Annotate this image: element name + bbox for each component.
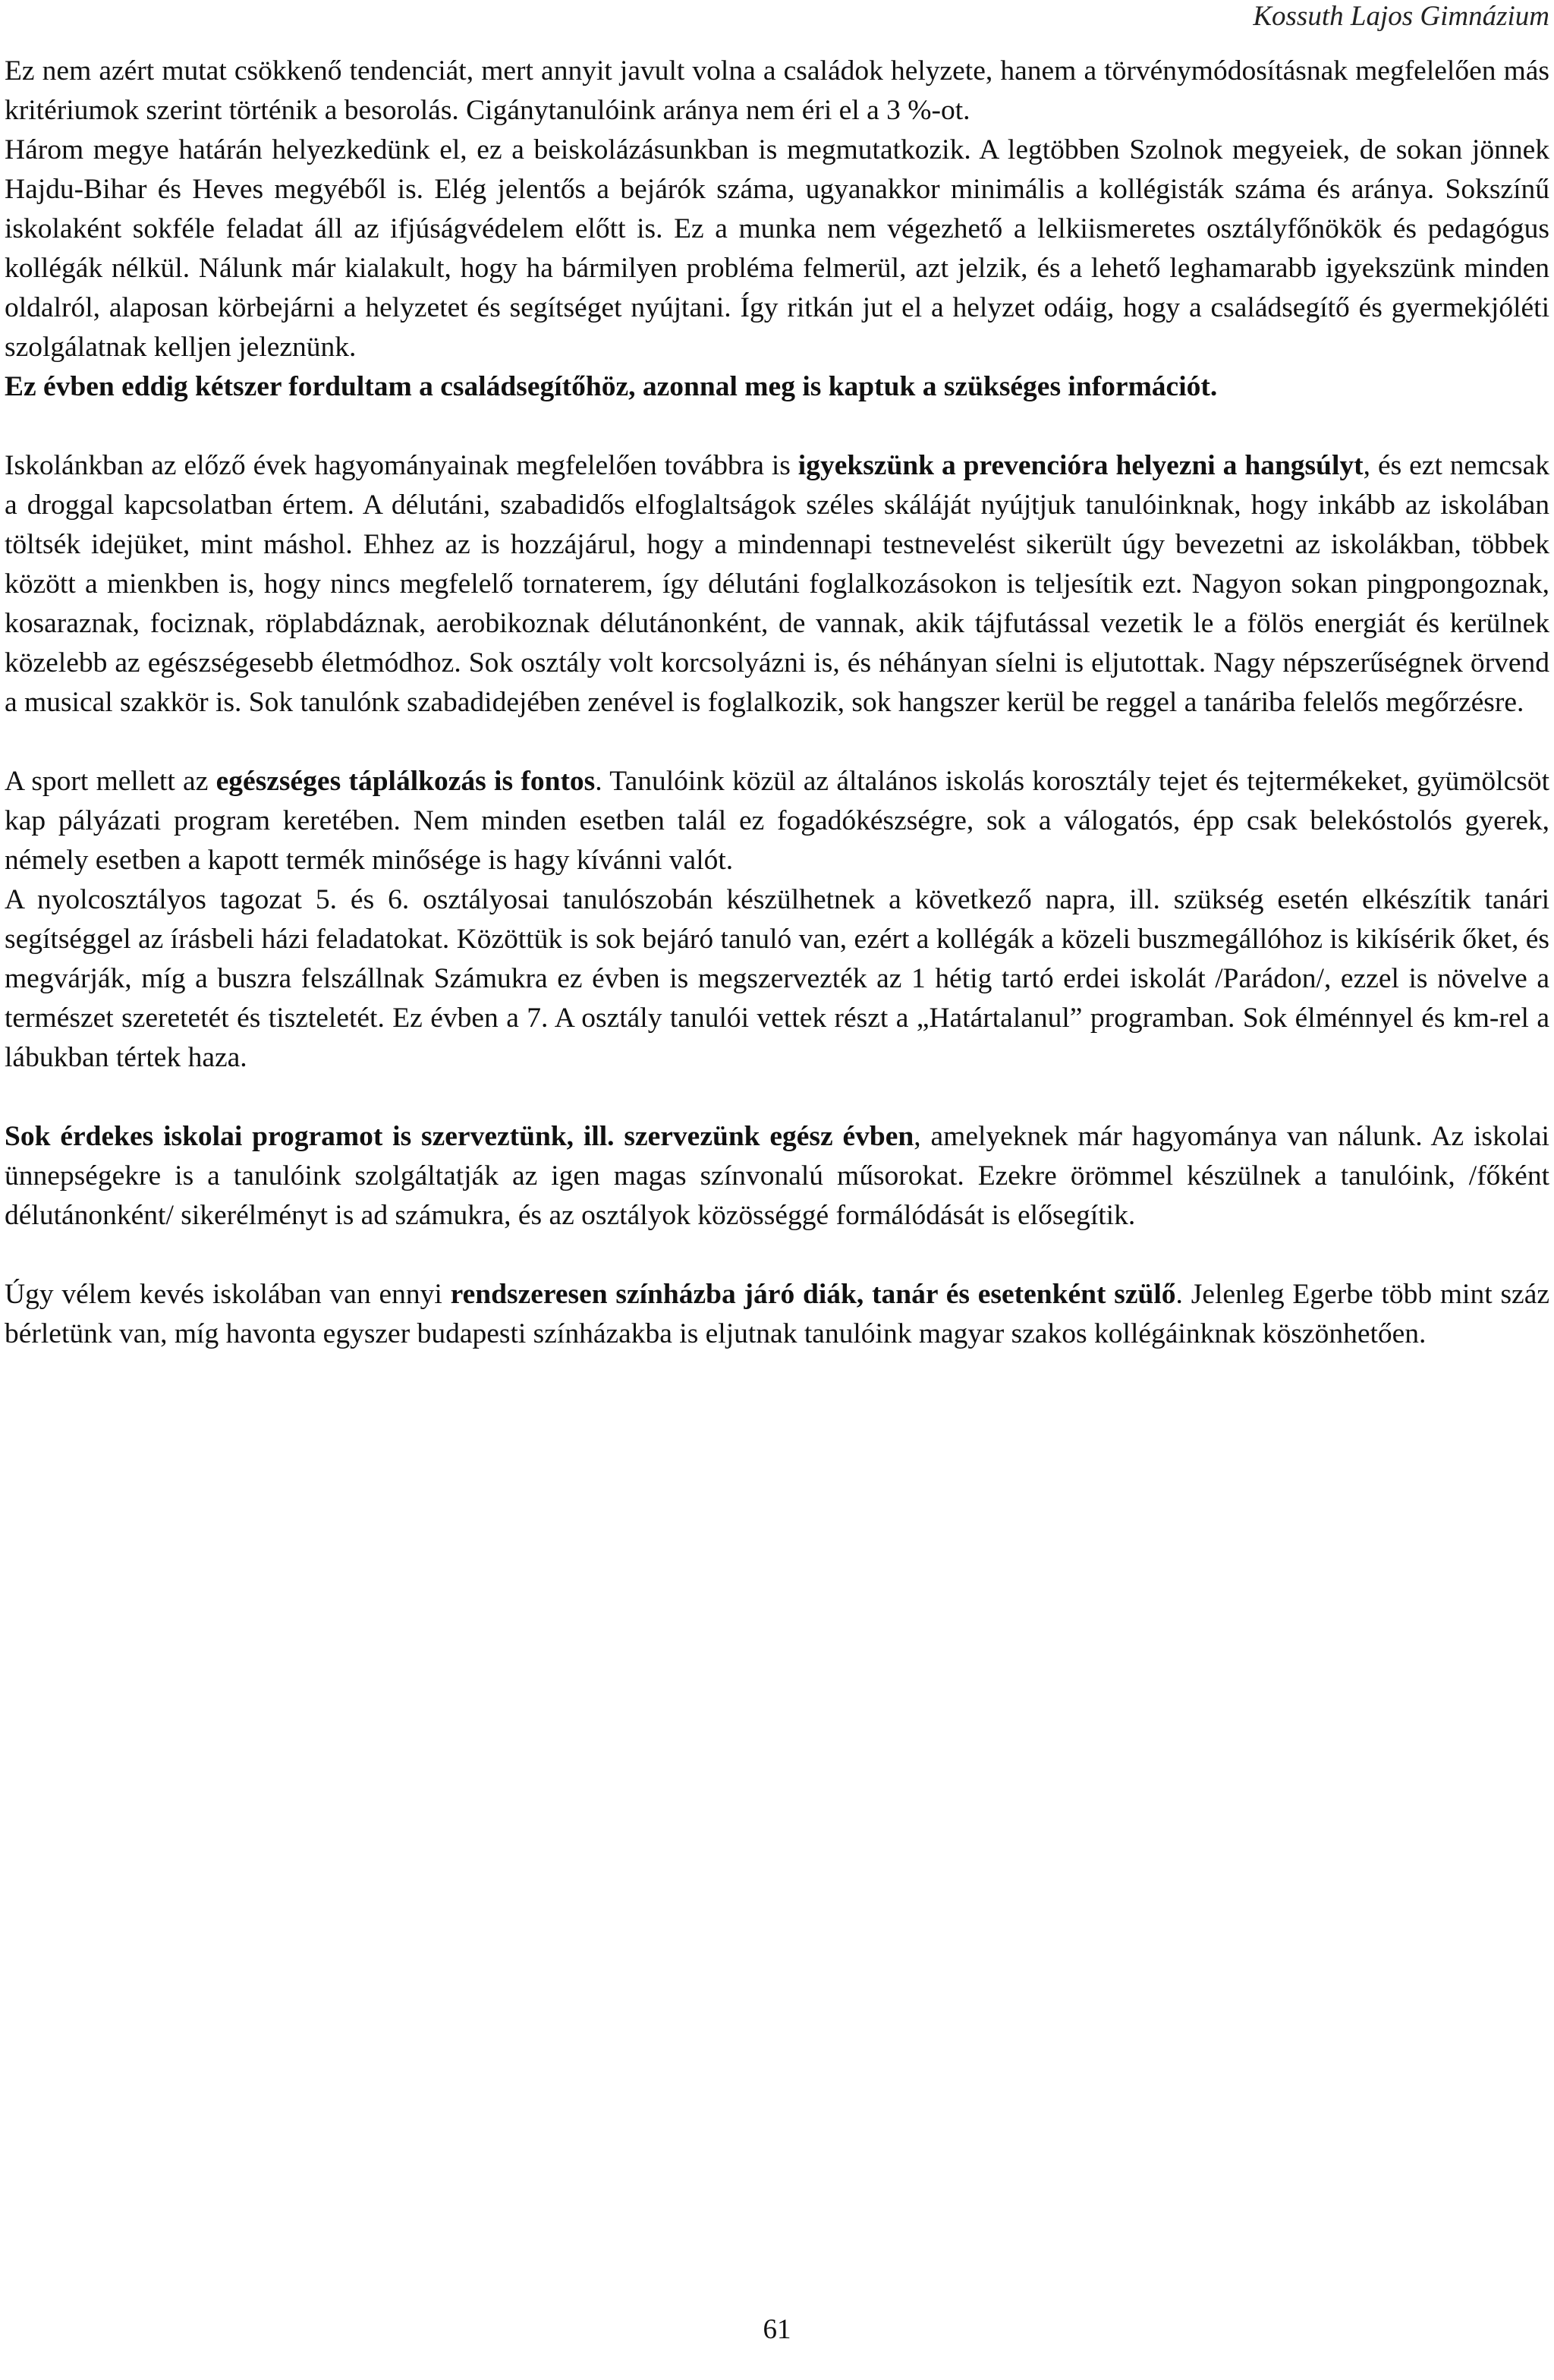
emphasis-text: egészséges táplálkozás is fontos: [215, 766, 596, 797]
paragraph-text: A sport mellett az: [5, 766, 216, 797]
paragraph-text: Három megye határán helyezkedünk el, ez a beiskolázásunkban is megmutatkozik. A legtöbben Szolnok megyeiek, de sokan jönnek Hajdu-Bihar és Heves megyéből is. Elég jelentős a bejárók száma, ugyanakkor minimális a kollégisták száma és aránya. Sokszínű iskolaként sokféle feladat áll az ifjúságvédelem előtt is. Ez a munka nem végezhető a lelkiismeretes osztályfőnökök és pedagógus kollégák nélkül. Nálunk már kialakult, hogy ha bármilyen probléma felmerül, azt jelzik, és a lehető leghamarabb igyekszünk minden oldalról, alaposan körbejárni a helyzetet és segítséget nyújtani. Így ritkán jut el a helyzet odáig, hogy a családsegítő és gyermekjóléti szolgálatnak kelljen jeleznünk.: [5, 134, 1549, 363]
paragraph: [5, 367, 1549, 407]
paragraph-text: . Tanulóink közül az általános iskolás korosztály tejet és tejtermékeket, gyümölcsöt kap pályázati program keretében. Nem minden esetben talál ez fogadókészségre, sok a válogatós, épp csak belekóstolós gyerek, némely esetben a kapott termék minősége is hagy kívánni valót.: [5, 766, 1549, 876]
paragraph-text: , és ezt nemcsak a droggal kapcsolatban értem. A délutáni, szabadidős elfoglaltságok széles skáláját nyújtjuk tanulóinknak, hogy inkább az iskolában töltsék idejüket, mint máshol. Ehhez az is hozzájárul, hogy a mindennapi testnevelést sikerült úgy bevezetni az iskolákban, többek között a mienkben is, hogy nincs megfelelő tornaterem, így délutáni foglalkozásokon is teljesítik ezt. Nagyon sokan pingpongoznak, kosaraznak, fociznak, röplabdáznak, aerobikoznak délutánonként, de vannak, akik tájfutással vezetik le a fölös energiát és kerülnek közelebb az egészségesebb életmódhoz. Sok osztály volt korcsolyázni is, és néhányan síelni is eljutottak. Nagy népszerűségnek örvend a musical szakkör is. Sok tanulónk szabadidejében zenével is foglalkozik, sok hangszer kerül be reggel a tanáriba felelős megőrzésre.: [5, 450, 1549, 718]
paragraph-text: Ez nem azért mutat csökkenő tendenciát, mert annyit javult volna a családok helyzete, hanem a törvénymódosításnak megfelelően más kritériumok szerint történik a besorolás. Cigánytanulóink aránya nem éri el a 3 %-ot.: [5, 55, 1549, 126]
page-number: 61: [763, 2314, 791, 2345]
document-body: [5, 52, 1549, 1354]
emphasis-text: rendszeresen színházba járó diák, tanár és esetenként szülő: [450, 1279, 1176, 1310]
paragraph: [5, 446, 1549, 722]
emphasis-text: igyekszünk a prevencióra helyezni a hangsúlyt: [797, 450, 1364, 481]
paragraph: [5, 1117, 1549, 1236]
paragraph: [5, 52, 1549, 131]
paragraph-text: Iskolánkban az előző évek hagyományainak megfelelően továbbra is: [5, 450, 798, 481]
paragraph-text: A nyolcosztályos tagozat 5. és 6. osztályosai tanulószobán készülhetnek a következő napra, ill. szükség esetén elkészítik tanári segítséggel az írásbeli házi feladatokat. Közöttük is sok bejáró tanuló van, ezért a kollégák a közeli buszmegállóhoz is kikísérik őket, és megvárják, míg a buszra felszállnak Számukra ez évben is megszervezték az 1 hétig tartó erdei iskolát /Parádon/, ezzel is növelve a természet szeretetét és tiszteletét. Ez évben a 7. A osztály tanulói vettek részt a „Határtalanul” programban. Sok élménnyel és km-rel a lábukban tértek haza.: [5, 884, 1549, 1073]
paragraph-text: Úgy vélem kevés iskolában van ennyi: [5, 1279, 451, 1310]
paragraph-text: . Jelenleg Egerbe több mint száz bérletünk van, míg havonta egyszer budapesti színházakba is eljutnak tanulóink magyar szakos kollégáinknak köszönhetően.: [5, 1279, 1549, 1349]
paragraph: [5, 762, 1549, 880]
paragraph: [5, 1275, 1549, 1354]
emphasis-text: Ez évben eddig kétszer fordultam a családsegítőhöz, azonnal meg is kaptuk a szükséges információt.: [5, 371, 1218, 402]
paragraph-text: , amelyeknek már hagyománya van nálunk. Az iskolai ünnepségekre is a tanulóink szolgáltatják az igen magas színvonalú műsorokat. Ezekre örömmel készülnek a tanulóink, /főként délutánonként/ sikerélményt is ad számukra, és az osztályok közösséggé formálódását is elősegítik.: [5, 1121, 1549, 1231]
paragraph: [5, 131, 1549, 367]
paragraph: [5, 880, 1549, 1078]
emphasis-text: Sok érdekes iskolai programot is szerveztünk, ill. szervezünk egész évben: [5, 1121, 914, 1152]
running-header: Kossuth Lajos Gimnázium: [1253, 1, 1549, 32]
